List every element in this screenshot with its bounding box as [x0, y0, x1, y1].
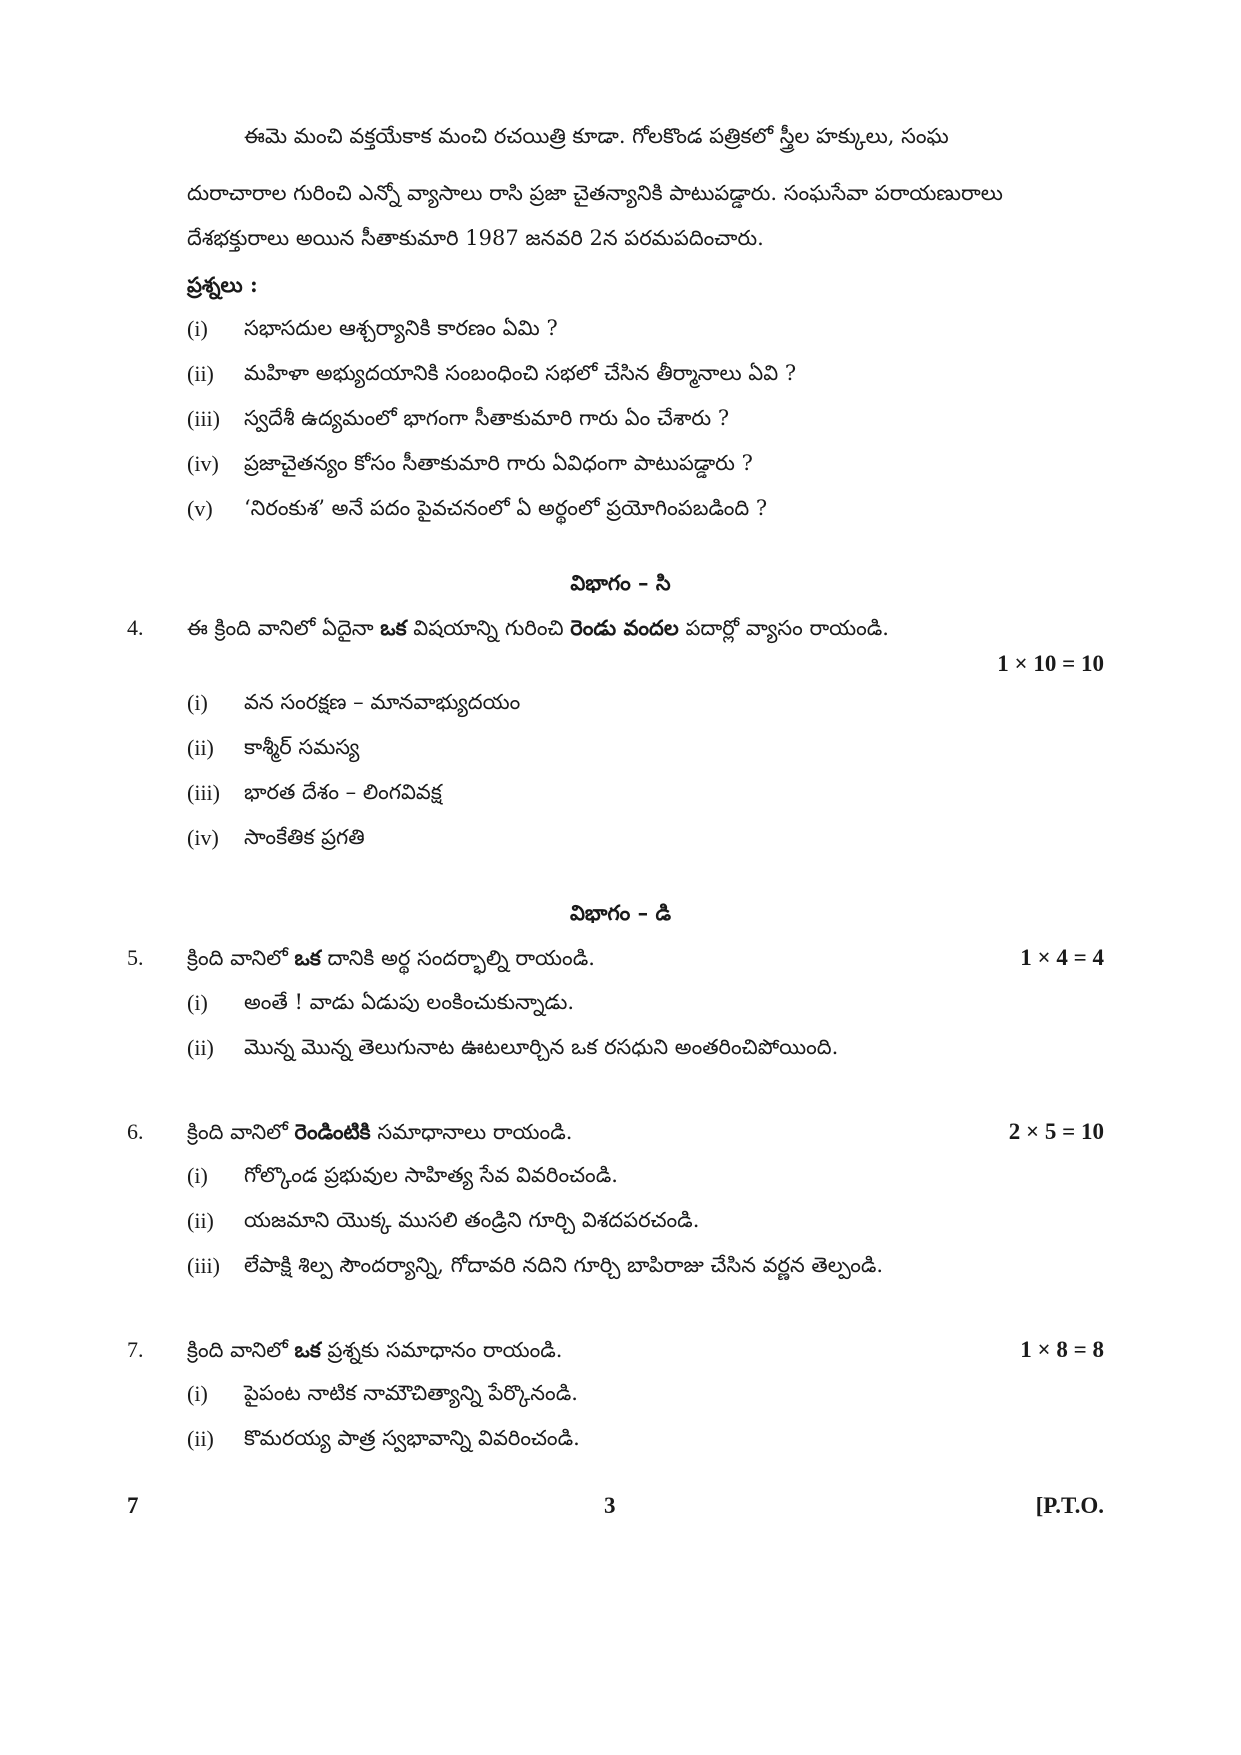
- pto-label: [P.T.O.: [1035, 1493, 1104, 1518]
- q5-item-number: (i): [187, 990, 208, 1015]
- q7-text-part: క్రింది వానిలో: [187, 1338, 295, 1362]
- question-number: (iii): [187, 406, 220, 431]
- q6-marks: 2 × 5 = 10: [1008, 1119, 1104, 1144]
- q6-instruction: [187, 1119, 572, 1150]
- q4-item-text: సాంకేతిక ప్రగతి: [244, 825, 365, 849]
- questions-heading: ప్రశ్నలు :: [187, 272, 258, 297]
- q4-item-text: వన సంరక్షణ – మానవాభ్యుదయం: [244, 690, 521, 714]
- q6-item-text: యజమాని యొక్క ముసలి తండ్రిని గూర్చి విశదపరచండి.: [244, 1208, 700, 1232]
- intro-line-1: ఈమె మంచి వక్తయేకాక మంచి రచయిత్రి కూడా. గోలకొండ పత్రికలో స్త్రీల హక్కులు, సంఘ: [244, 124, 949, 148]
- q4-item-number: (i): [187, 690, 208, 715]
- question-number: (iv): [187, 451, 219, 476]
- question-text: స్వదేశీ ఉద్యమంలో భాగంగా సీతాకుమారి గారు ఏం చేశారు ?: [244, 406, 730, 430]
- question-text: ‘నిరంకుశ’ అనే పదం పైవచనంలో ఏ అర్థంలో ప్రయోగింపబడింది ?: [244, 496, 768, 520]
- q4-item-number: (iv): [187, 825, 219, 850]
- q4-text-emphasis: రెండు వందల: [570, 615, 679, 640]
- q7-item-text: పైపంట నాటిక నామౌచిత్యాన్ని పేర్కొనండి.: [244, 1381, 578, 1405]
- q4-item-number: (ii): [187, 735, 214, 760]
- q6-text-emphasis: రెండింటికి: [294, 1119, 371, 1144]
- q5-item-number: (ii): [187, 1035, 214, 1060]
- question-text: ప్రజాచైతన్యం కోసం సీతాకుమారి గారు ఏవిధంగా పాటుపడ్డారు ?: [244, 451, 753, 475]
- q7-item-text: కొమరయ్య పాత్ర స్వభావాన్ని వివరించండి.: [244, 1426, 580, 1450]
- q4-item-text: భారత దేశం – లింగవివక్ష: [244, 780, 442, 804]
- q5-text-part: క్రింది వానిలో: [187, 946, 295, 970]
- question-number: (ii): [187, 361, 214, 386]
- q4-instruction: [187, 615, 889, 646]
- intro-line-3: దేశభక్తురాలు అయిన సీతాకుమారి 1987 జనవరి 2న పరమపదించారు.: [187, 226, 764, 250]
- q5-number: 5.: [127, 945, 144, 970]
- q6-number: 6.: [127, 1119, 144, 1144]
- question-number: (i): [187, 316, 208, 341]
- question-text: మహిళా అభ్యుదయానికి సంబంధించి సభలో చేసిన తీర్మానాలు ఏవి ?: [244, 361, 797, 385]
- page-number: 3: [604, 1493, 616, 1518]
- q7-item-number: (ii): [187, 1426, 214, 1451]
- section-c-heading: విభాగం – సి: [570, 570, 671, 595]
- q4-item-number: (iii): [187, 780, 220, 805]
- q6-item-number: (ii): [187, 1208, 214, 1233]
- q5-item-text: మొన్న మొన్న తెలుగునాట ఊటలూర్చిన ఒక రసధుని అంతరించిపోయింది.: [244, 1035, 839, 1059]
- q5-text-part: దానికి అర్థ సందర్భాల్ని రాయండి.: [320, 946, 595, 970]
- q5-item-text: అంతే ! వాడు ఏడుపు లంకించుకున్నాడు.: [244, 990, 575, 1014]
- q7-item-number: (i): [187, 1381, 208, 1406]
- q4-text-part: ఈ క్రింది వానిలో ఏదైనా: [187, 616, 381, 640]
- q5-instruction: [187, 945, 595, 976]
- section-d-heading: విభాగం – డి: [570, 900, 671, 925]
- q4-text-part: పదార్లో వ్యాసం రాయండి.: [678, 616, 889, 640]
- q6-text-part: సమాధానాలు రాయండి.: [370, 1120, 573, 1144]
- q4-marks: 1 × 10 = 10: [997, 651, 1104, 676]
- q7-instruction: [187, 1337, 562, 1368]
- q5-text-emphasis: ఒక: [294, 945, 321, 970]
- q5-marks: 1 × 4 = 4: [1020, 945, 1104, 970]
- q6-text-part: క్రింది వానిలో: [187, 1120, 295, 1144]
- q6-item-text: గోల్కొండ ప్రభువుల సాహిత్య సేవ వివరించండి.: [244, 1163, 618, 1187]
- q7-marks: 1 × 8 = 8: [1020, 1337, 1104, 1362]
- q7-text-part: ప్రశ్నకు సమాధానం రాయండి.: [320, 1338, 563, 1362]
- q6-item-number: (iii): [187, 1253, 220, 1278]
- question-number: (v): [187, 496, 213, 521]
- q6-item-text: లేపాక్షి శిల్ప సౌందర్యాన్ని, గోదావరి నదిని గూర్చి బాపిరాజు చేసిన వర్ణన తెల్పండి.: [244, 1253, 884, 1277]
- q4-text-emphasis: ఒక: [380, 615, 407, 640]
- q7-text-emphasis: ఒక: [294, 1337, 321, 1362]
- q4-number: 4.: [127, 615, 144, 640]
- intro-line-2: దురాచారాల గురించి ఎన్నో వ్యాసాలు రాసి ప్రజా చైతన్యానికి పాటుపడ్డారు. సంఘసేవా పరాయణురాలు: [187, 181, 1003, 205]
- footer-code: 7: [127, 1493, 139, 1518]
- question-text: సభాసదుల ఆశ్చర్యానికి కారణం ఏమి ?: [244, 316, 558, 340]
- q6-item-number: (i): [187, 1163, 208, 1188]
- q4-text-part: విషయాన్ని గురించి: [406, 616, 571, 640]
- q4-item-text: కాశ్మీర్ సమస్య: [244, 735, 360, 759]
- q7-number: 7.: [127, 1337, 144, 1362]
